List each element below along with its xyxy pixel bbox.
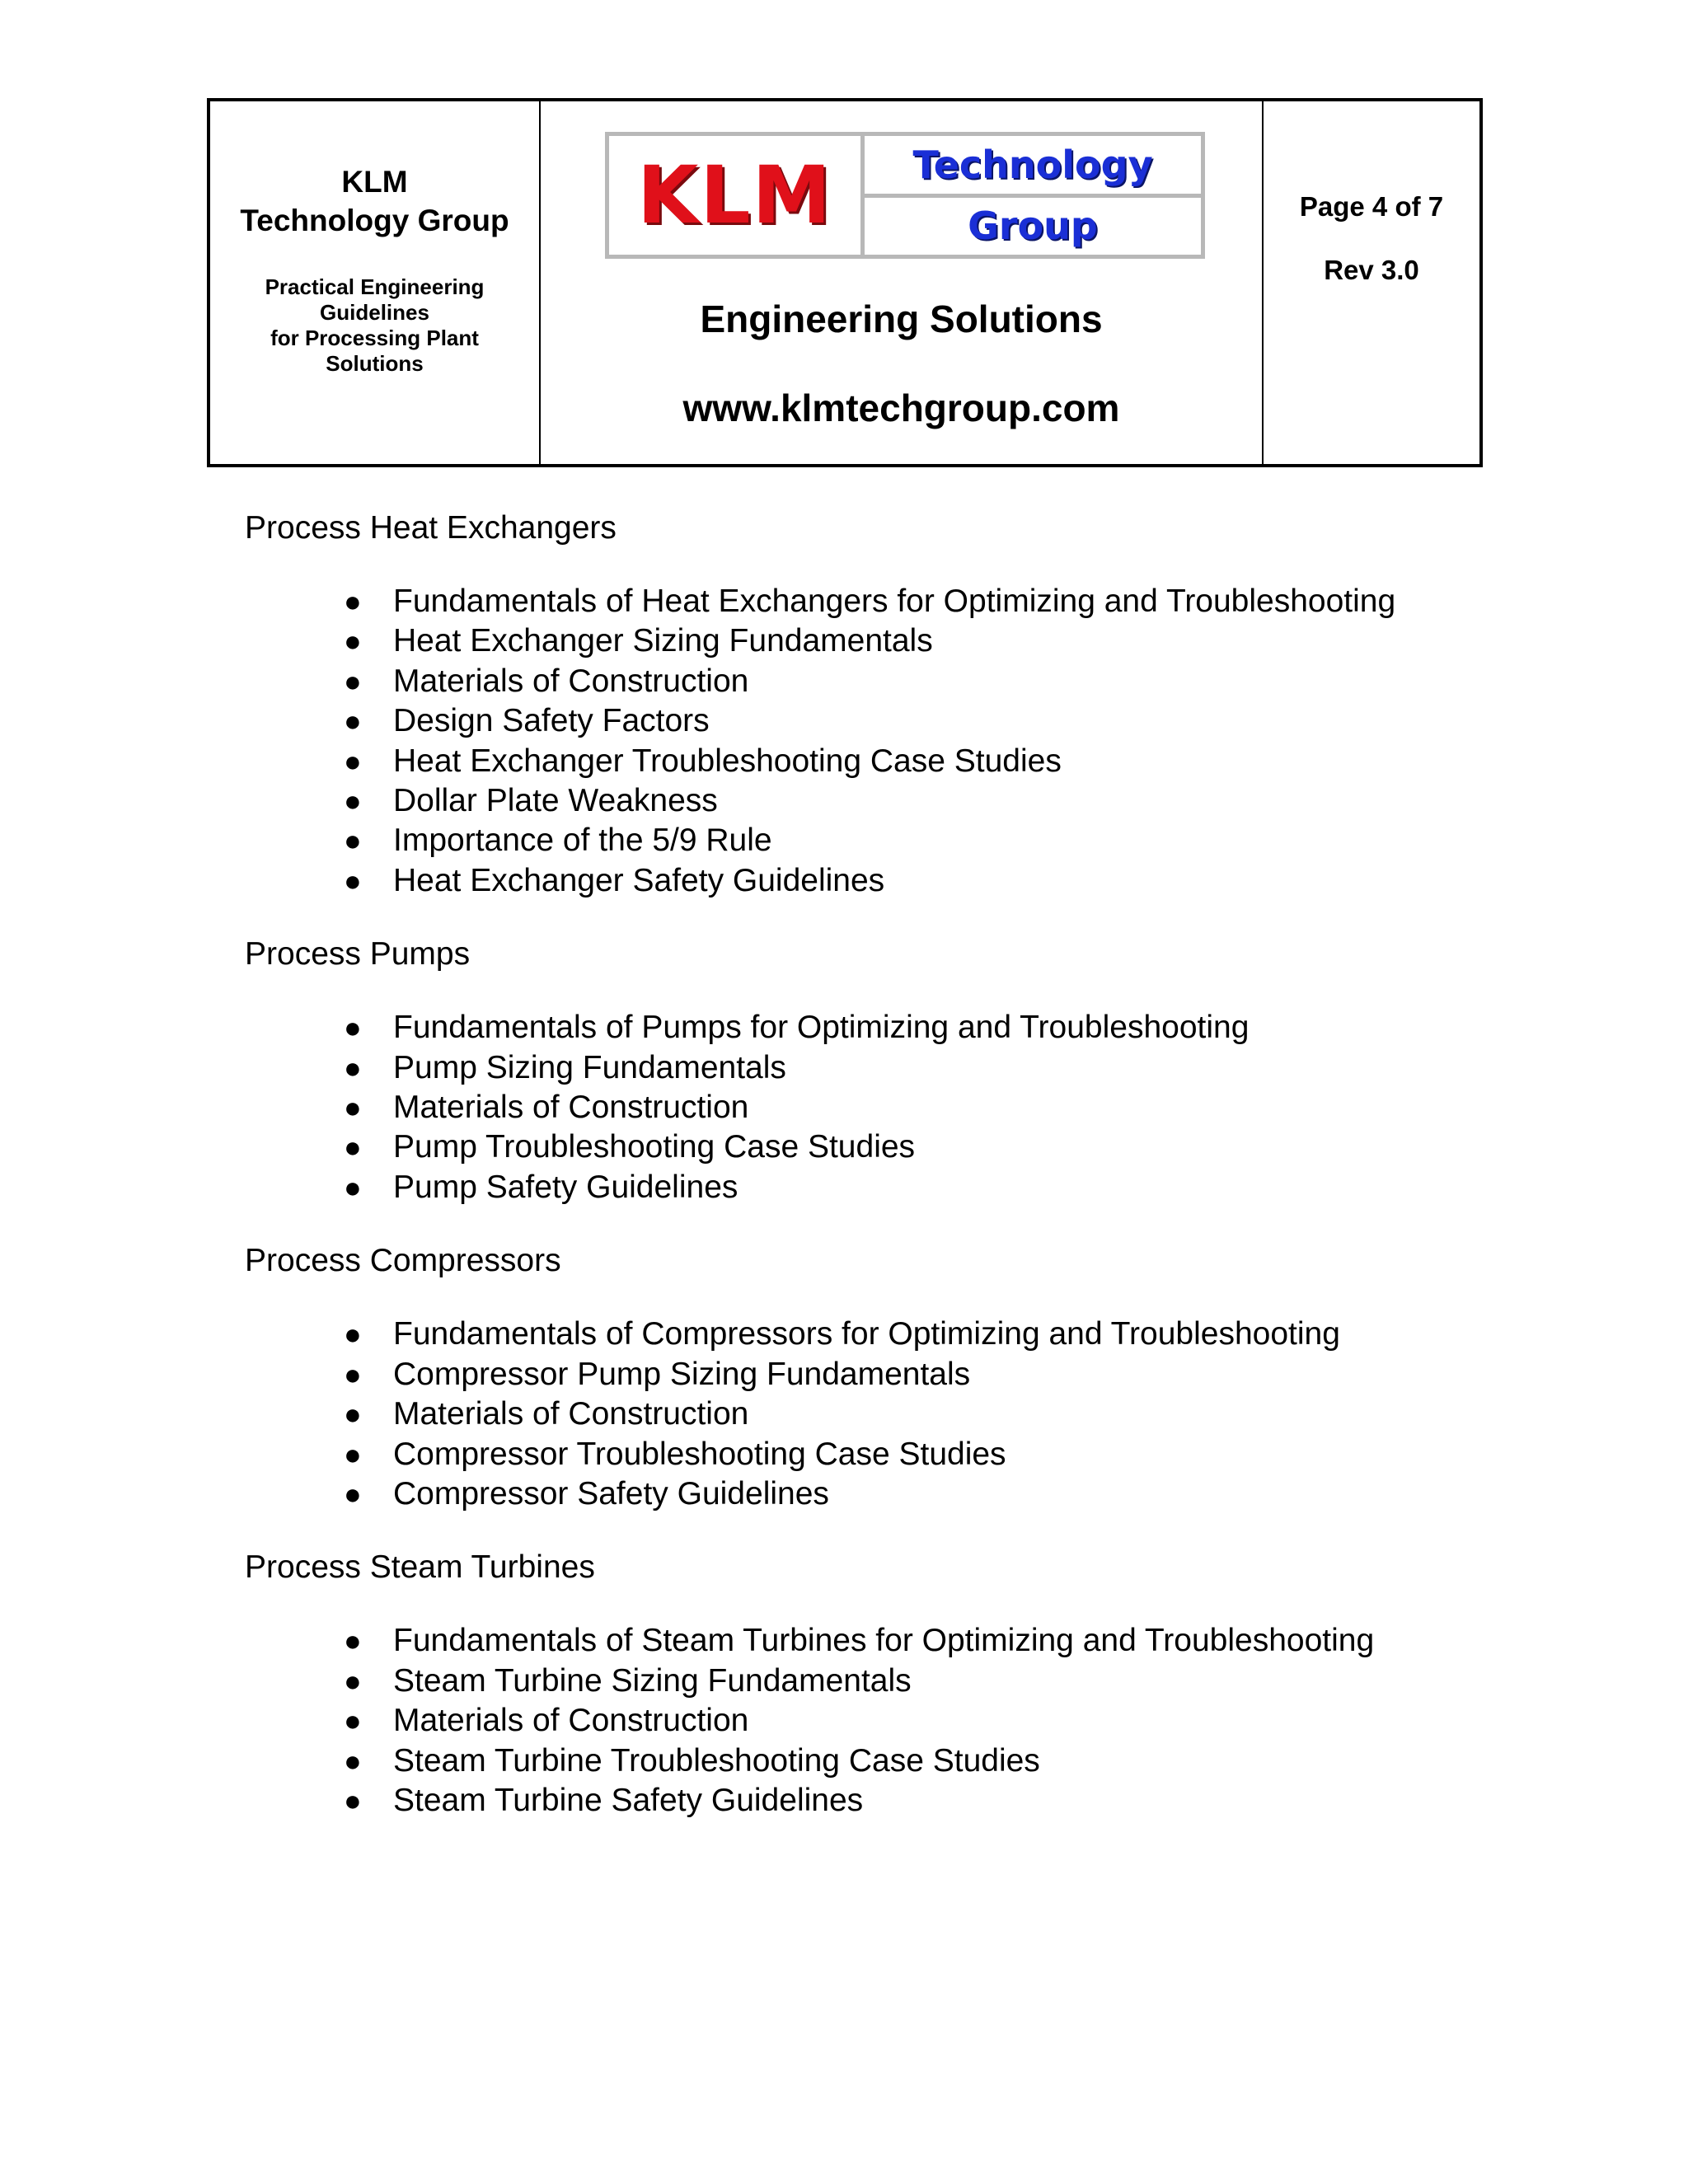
list-item	[245, 1741, 1481, 1781]
list-item-text: Design Safety Factors	[393, 703, 710, 739]
bullet-icon: ●	[344, 1624, 362, 1658]
list-item	[245, 1088, 1481, 1127]
list-item-text: Heat Exchanger Troubleshooting Case Studies	[393, 743, 1062, 779]
tagline-line3: for Processing Plant	[270, 326, 479, 350]
bullet-list	[245, 1621, 1481, 1821]
list-item	[245, 1781, 1481, 1821]
bullet-icon: ●	[344, 1010, 362, 1045]
list-item	[245, 1127, 1481, 1167]
org-name	[210, 162, 539, 240]
revision-number: Rev 3.0	[1324, 255, 1419, 285]
bullet-icon: ●	[344, 1436, 362, 1471]
section-compressors	[245, 1237, 1481, 1514]
list-item-text: Heat Exchanger Sizing Fundamentals	[393, 623, 933, 659]
section-pumps	[245, 930, 1481, 1207]
bullet-icon: ●	[344, 863, 362, 898]
list-item-text: Pump Safety Guidelines	[393, 1169, 738, 1205]
website-url: www.klmtechgroup.com	[682, 387, 1120, 429]
list-item-text: Compressor Troubleshooting Case Studies	[393, 1436, 1006, 1472]
bullet-icon: ●	[344, 584, 362, 618]
bullet-icon: ●	[344, 823, 362, 858]
bullet-icon: ●	[344, 1397, 362, 1432]
list-item	[245, 1315, 1481, 1354]
tagline-line4: Solutions	[326, 351, 424, 376]
engineering-solutions-heading: Engineering Solutions	[700, 298, 1103, 340]
tagline-line1: Practical Engineering	[265, 274, 485, 299]
list-item	[245, 742, 1481, 781]
list-item-text: Importance of the 5/9 Rule	[393, 823, 772, 859]
list-item	[245, 1435, 1481, 1474]
bullet-icon: ●	[344, 624, 362, 658]
bullet-icon: ●	[344, 704, 362, 738]
header-page-cell	[1264, 101, 1479, 464]
list-item	[245, 861, 1481, 901]
list-item	[245, 701, 1481, 741]
header-org-cell	[210, 101, 541, 464]
list-item-text: Heat Exchanger Safety Guidelines	[393, 862, 885, 898]
section-title: Process Compressors	[245, 1243, 561, 1279]
list-item-text: Compressor Pump Sizing Fundamentals	[393, 1356, 971, 1392]
bullet-icon: ●	[344, 663, 362, 698]
bullet-icon: ●	[344, 743, 362, 778]
list-item-text: Fundamentals of Steam Turbines for Optimizing and Troubleshooting	[393, 1623, 1375, 1659]
list-item	[245, 1394, 1481, 1434]
list-item	[245, 821, 1481, 860]
list-item	[245, 1474, 1481, 1514]
bullet-icon: ●	[344, 1704, 362, 1738]
list-item	[245, 1621, 1481, 1661]
bullet-icon: ●	[344, 1130, 362, 1165]
list-item-text: Materials of Construction	[393, 1703, 749, 1739]
list-item-text: Materials of Construction	[393, 1090, 749, 1126]
logo-words	[865, 136, 1201, 255]
list-item	[245, 781, 1481, 821]
bullet-list	[245, 1008, 1481, 1207]
list-item-text: Fundamentals of Pumps for Optimizing and Troubleshooting	[393, 1010, 1250, 1046]
list-item	[245, 621, 1481, 661]
list-item	[245, 1048, 1481, 1088]
logo-word-technology: Technology	[865, 136, 1201, 198]
list-item	[245, 1355, 1481, 1394]
section-title: Process Heat Exchangers	[245, 510, 617, 546]
section-title: Process Pumps	[245, 936, 471, 972]
bullet-list	[245, 582, 1481, 901]
list-item-text: Pump Troubleshooting Case Studies	[393, 1129, 916, 1165]
bullet-icon: ●	[344, 1663, 362, 1698]
org-name-line1: KLM	[341, 165, 408, 199]
list-item-text: Compressor Safety Guidelines	[393, 1475, 829, 1511]
org-tagline	[227, 274, 523, 377]
list-item	[245, 1168, 1481, 1207]
list-item-text: Materials of Construction	[393, 663, 749, 699]
logo-klm-box	[609, 136, 865, 255]
list-item-text: Pump Sizing Fundamentals	[393, 1049, 786, 1085]
bullet-icon: ●	[344, 1743, 362, 1778]
tagline-line2: Guidelines	[320, 300, 429, 325]
list-item-text: Fundamentals of Compressors for Optimizing and Troubleshooting	[393, 1316, 1340, 1352]
section-heat-exchangers	[245, 504, 1481, 901]
list-item	[245, 1661, 1481, 1701]
klm-logo	[605, 132, 1205, 259]
list-item-text: Fundamentals of Heat Exchangers for Optimizing and Troubleshooting	[393, 583, 1396, 619]
document-header	[207, 98, 1483, 467]
list-item-text: Dollar Plate Weakness	[393, 783, 718, 819]
bullet-icon: ●	[344, 1050, 362, 1085]
list-item	[245, 1008, 1481, 1047]
bullet-icon: ●	[344, 1169, 362, 1204]
org-name-line2: Technology Group	[240, 204, 509, 237]
section-steam-turbines	[245, 1544, 1481, 1821]
list-item	[245, 662, 1481, 701]
bullet-icon: ●	[344, 1357, 362, 1391]
list-item-text: Materials of Construction	[393, 1396, 749, 1432]
section-title: Process Steam Turbines	[245, 1549, 595, 1586]
document-body	[245, 504, 1481, 1850]
list-item	[245, 1701, 1481, 1741]
list-item-text: Steam Turbine Sizing Fundamentals	[393, 1662, 912, 1699]
bullet-icon: ●	[344, 1317, 362, 1352]
bullet-list	[245, 1315, 1481, 1514]
bullet-icon: ●	[344, 784, 362, 818]
page-number: Page 4 of 7	[1299, 191, 1444, 222]
list-item-text: Steam Turbine Safety Guidelines	[393, 1782, 864, 1818]
list-item	[245, 582, 1481, 621]
bullet-icon: ●	[344, 1783, 362, 1817]
logo-word-group: Group	[968, 204, 1098, 249]
list-item-text: Steam Turbine Troubleshooting Case Studies	[393, 1742, 1040, 1779]
bullet-icon: ●	[344, 1476, 362, 1511]
bullet-icon: ●	[344, 1090, 362, 1125]
logo-klm-text: KLM	[636, 149, 833, 241]
header-logo-cell	[541, 101, 1264, 464]
